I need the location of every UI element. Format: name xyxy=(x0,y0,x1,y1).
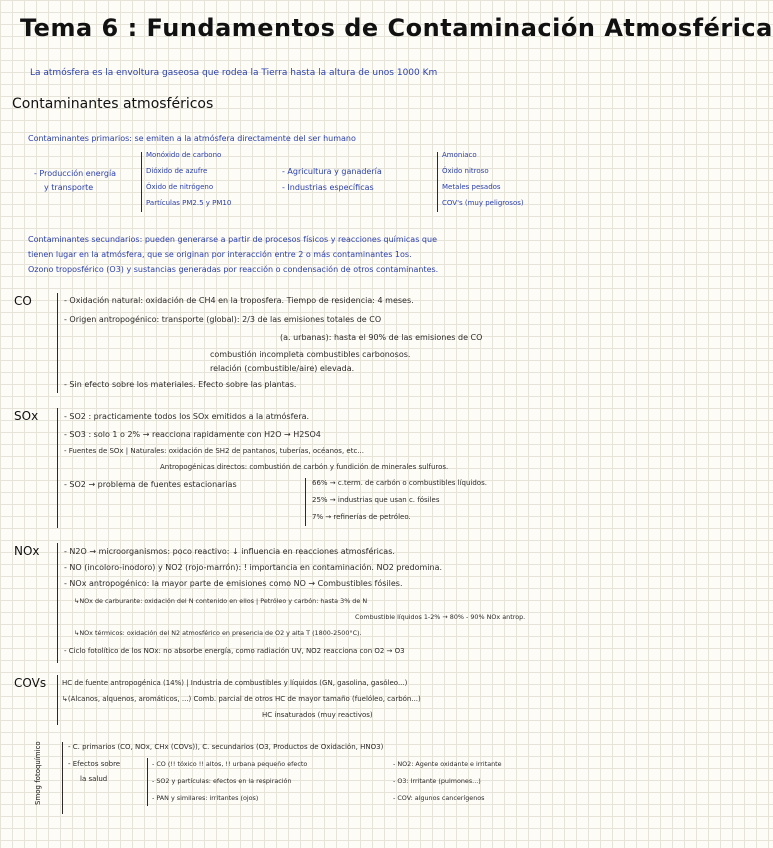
covs-divider xyxy=(57,675,58,725)
nox-line: Combustible líquidos 1-2% → 80% - 90% NOx antrop. xyxy=(355,613,526,621)
co-line: relación (combustible/aire) elevada. xyxy=(210,364,355,373)
co-line: - Oxidación natural: oxidación de CH4 en la troposfera. Tiempo de residencia: 4 meses. xyxy=(64,296,414,305)
primarios-item: Amoniaco xyxy=(442,151,477,159)
nox-line: - NOx antropogénico: la mayor parte de emisiones como NO → Combustibles fósiles. xyxy=(64,579,403,588)
covs-line: ↳(Alcanos, alquenos, aromáticos, ...) Comb. parcial de otros HC de mayor tamaño (fuelóleo, carbón...) xyxy=(62,695,421,703)
smog-line: - O3: Irritante (pulmones...) xyxy=(393,777,481,785)
primarios-group2-label-2: - Industrias específicas xyxy=(282,183,374,192)
co-line: - Sin efecto sobre los materiales. Efecto sobre las plantas. xyxy=(64,380,297,389)
page-title: Tema 6 : Fundamentos de Contaminación Atmosférica xyxy=(20,14,773,42)
bracket xyxy=(147,758,148,806)
sox-line: 25% → industrias que usan c. fósiles xyxy=(312,496,440,504)
smog-line: - PAN y similares: irritantes (ojos) xyxy=(152,794,259,802)
nox-line: - N2O → microorganismos: poco reactivo: ↓ influencia en reacciones atmosféricas. xyxy=(64,547,395,556)
bracket xyxy=(141,152,142,212)
sox-divider xyxy=(57,408,58,528)
primarios-group2-label: - Agricultura y ganadería xyxy=(282,167,382,176)
section-title: Contaminantes atmosféricos xyxy=(12,96,214,112)
smog-line: - Efectos sobre xyxy=(68,760,121,768)
sox-line: 7% → refinerías de petróleo. xyxy=(312,513,411,521)
primarios-item: Dióxido de azufre xyxy=(146,167,208,175)
primarios-heading: Contaminantes primarios: se emiten a la atmósfera directamente del ser humano xyxy=(28,134,356,143)
sox-line: Antropogénicas directos: combustión de carbón y fundición de minerales sulfuros. xyxy=(160,463,449,471)
smog-line: - CO (!! tóxico !! altos, !! urbana pequeño efecto xyxy=(152,760,308,768)
bracket xyxy=(437,152,438,212)
primarios-item: Partículas PM2.5 y PM10 xyxy=(146,199,232,207)
co-line: combustión incompleta combustibles carbonosos. xyxy=(210,350,411,359)
sox-line: - SO2 → problema de fuentes estacionarias xyxy=(64,480,237,489)
covs-label: COVs xyxy=(14,676,47,690)
secundarios-line: Ozono troposférico (O3) y sustancias generadas por reacción o condensación de otros contaminantes. xyxy=(28,265,439,274)
nox-label: NOx xyxy=(14,544,40,558)
smog-line: la salud xyxy=(80,775,108,783)
co-line: - Origen antropogénico: transporte (global): 2/3 de las emisiones totales de CO xyxy=(64,315,382,324)
primarios-item: COV's (muy peligrosos) xyxy=(442,199,524,207)
primarios-item: Óxido nitroso xyxy=(442,167,489,175)
co-label: CO xyxy=(14,294,32,308)
nox-line: ↳NOx térmicos: oxidación del N2 atmosférico en presencia de O2 y alta T (1800-2500°C). xyxy=(74,629,362,637)
sox-line: 66% → c.term. de carbón o combustibles líquidos. xyxy=(312,479,487,487)
smog-line: - COV: algunos cancerígenos xyxy=(393,794,485,802)
nox-line: ↳NOx de carburante: oxidación del N contenido en ellos | Petróleo y carbón: hasta 3% de N xyxy=(74,597,368,605)
smog-line: - NO2: Agente oxidante e irritante xyxy=(393,760,502,768)
nox-line: - Ciclo fotolítico de los NOx: no absorbe energía, como radiación UV, NO2 reacciona con O2 → O3 xyxy=(64,647,405,655)
primarios-item: Metales pesados xyxy=(442,183,501,191)
smog-divider xyxy=(62,742,63,814)
smog-line: - SO2 y partículas: efectos en la respiración xyxy=(152,777,292,785)
smog-label: Smog fotoquímico xyxy=(34,741,42,805)
intro-text: La atmósfera es la envoltura gaseosa que rodea la Tierra hasta la altura de unos 1000 Km xyxy=(30,68,438,78)
bracket xyxy=(305,478,306,526)
covs-line: HC insaturados (muy reactivos) xyxy=(262,711,373,719)
smog-line: - C. primarios (CO, NOx, CHx (COVs)), C. secundarios (O3, Productos de Oxidación, HNO3) xyxy=(68,743,384,751)
sox-line: - SO2 : practicamente todos los SOx emitidos a la atmósfera. xyxy=(64,412,310,421)
primarios-item: Óxido de nitrógeno xyxy=(146,183,214,191)
sox-line: - SO3 : solo 1 o 2% → reacciona rapidamente con H2O → H2SO4 xyxy=(64,430,321,439)
covs-line: HC de fuente antropogénica (14%) | Industria de combustibles y líquidos (GN, gasolina, gasóleo...) xyxy=(62,679,408,687)
primarios-group1-label-2: y transporte xyxy=(44,183,94,192)
sox-line: - Fuentes de SOx | Naturales: oxidación de SH2 de pantanos, tuberías, océanos, etc... xyxy=(64,447,364,455)
primarios-item: Monóxido de carbono xyxy=(146,151,222,159)
secundarios-line: Contaminantes secundarios: pueden generarse a partir de procesos físicos y reacciones químicas que xyxy=(28,235,437,244)
primarios-group1-label: - Producción energía xyxy=(34,169,117,178)
co-line: (a. urbanas): hasta el 90% de las emisiones de CO xyxy=(280,333,483,342)
secundarios-line: tienen lugar en la atmósfera, que se originan por interacción entre 2 o más contaminantes 1os. xyxy=(28,250,412,259)
sox-label: SOx xyxy=(14,409,39,423)
co-divider xyxy=(57,293,58,393)
nox-line: - NO (incoloro-inodoro) y NO2 (rojo-marrón): ! importancia en contaminación. NO2 predomina. xyxy=(64,563,443,572)
nox-divider xyxy=(57,543,58,663)
